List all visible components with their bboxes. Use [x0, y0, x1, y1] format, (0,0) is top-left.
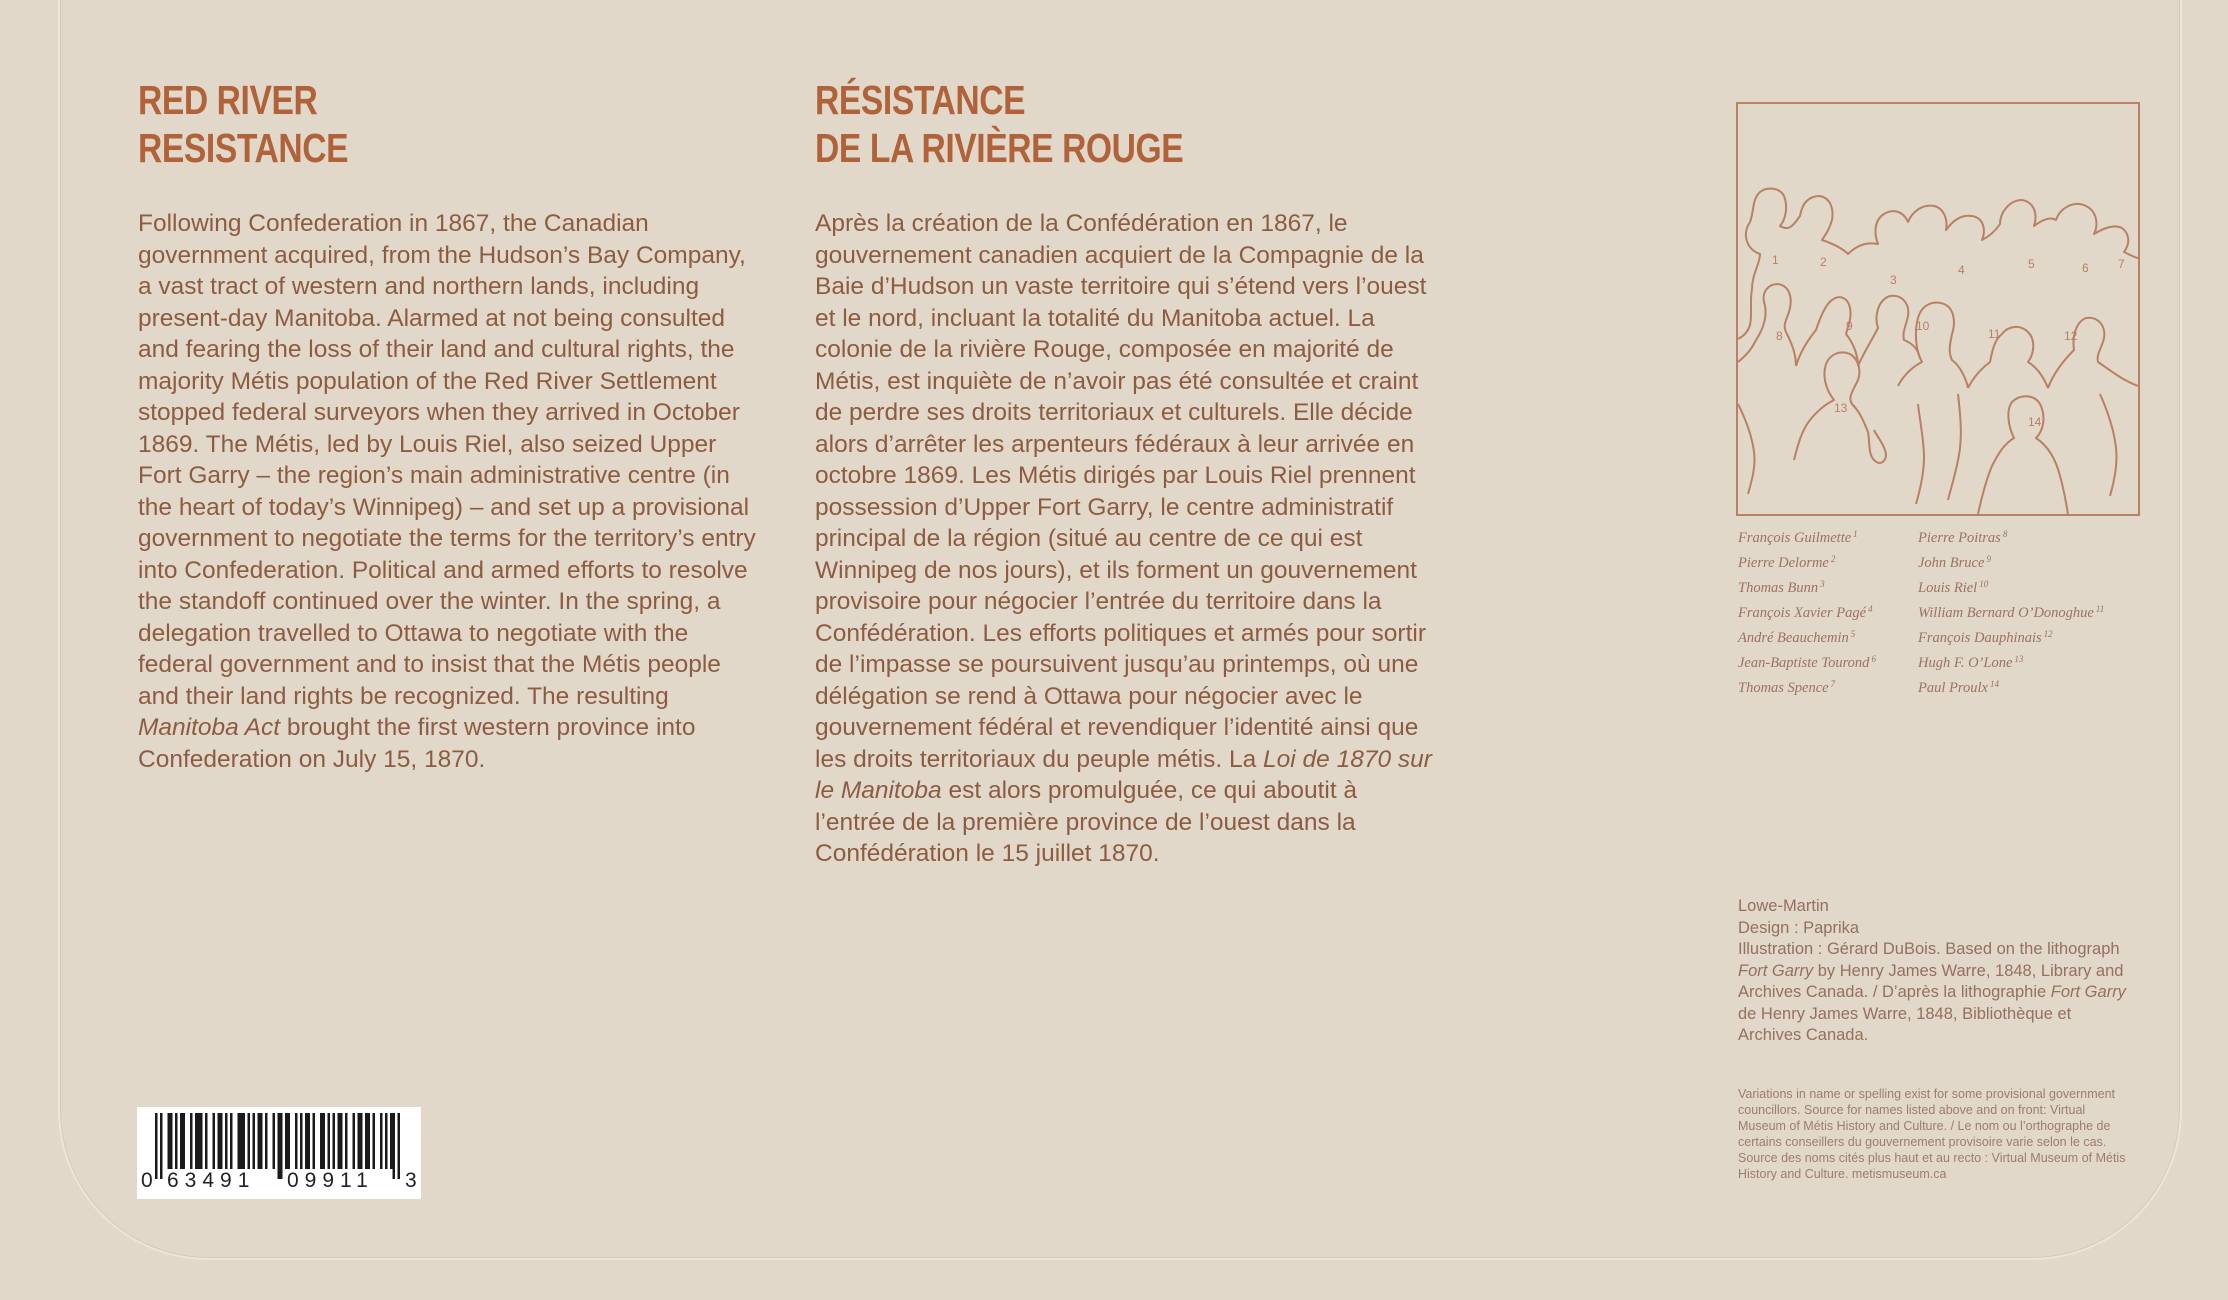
name-number: 7 [1830, 679, 1836, 689]
barcode-bar [285, 1113, 288, 1169]
name-number: 12 [2043, 629, 2053, 639]
name-text: Pierre Poitras [1918, 530, 2001, 546]
barcode-bar [248, 1113, 251, 1169]
barcode-bar [338, 1113, 341, 1169]
name-number: 10 [1979, 579, 1989, 589]
name-text: François Dauphinais [1918, 630, 2042, 646]
name-text: Jean-Baptiste Tourond [1738, 655, 1870, 671]
name-text: Paul Proulx [1918, 680, 1988, 696]
barcode-bar [190, 1113, 193, 1169]
english-act-title: Manitoba Act [138, 714, 281, 741]
barcode-bar [253, 1113, 256, 1169]
illustration-credit-text: Illustration : Gérard DuBois. Based on the lithograph [1738, 940, 2120, 958]
name-text: André Beauchemin [1738, 630, 1849, 646]
name-number: 3 [1820, 579, 1825, 589]
english-body-text: Following Confederation in 1867, the Canadian government acquired, from the Hudson’s Bay Company, a vast tract of western and northern lands, including present-day Manitoba. Alarmed at not being consulted and fearing the loss of their land and cultural rights, the majority Métis population of the Red River Settlement stopped federal surveyors when they arrived in October 1869. The Métis, led by Louis Riel, also seized Upper Fort Garry – the region’s main administrative centre (in the heart of today’s Winnipeg) – and set up a provisional government to negotiate the terms for the territory’s entry into Confederation. Political and armed efforts to resolve the standoff continued over the winter. In the spring, a delegation travelled to Ottawa to negotiate with the federal government and to insist that the Métis people and their land rights be recognized. The resulting [138, 210, 756, 710]
barcode-bar [328, 1113, 331, 1169]
barcode-bar [373, 1113, 376, 1169]
barcode-bar [238, 1113, 241, 1169]
name-text: Pierre Delorme [1738, 555, 1829, 571]
barcode-bar [170, 1113, 173, 1169]
barcode-bar [175, 1113, 178, 1169]
figure-number: 1 [1772, 253, 1779, 267]
name-entry [1918, 574, 2104, 599]
barcode-bar [198, 1113, 201, 1169]
illustration-credit-middle: by Henry James Warre, 1848, Library and Archives Canada. / D’après la lithographie [1738, 961, 2124, 1001]
name-entry [1738, 649, 1876, 674]
name-text: Thomas Bunn [1738, 580, 1819, 596]
french-act-title: Loi de 1870 sur le Manitoba [815, 745, 1432, 804]
name-number: 11 [2095, 604, 2105, 614]
barcode-bar [195, 1113, 198, 1169]
barcode-bar [360, 1113, 363, 1169]
figure-number: 4 [1958, 263, 1965, 277]
name-entry [1918, 599, 2104, 624]
english-title [138, 76, 646, 172]
barcode-bar [380, 1113, 383, 1169]
barcode-bar [213, 1113, 216, 1169]
name-number: 6 [1871, 654, 1876, 664]
barcode-group-1: 63491 [167, 1169, 256, 1192]
barcode-bar [243, 1113, 246, 1169]
barcode-bar [320, 1113, 323, 1169]
barcode-bar [230, 1113, 233, 1169]
french-title-line1: RÉSISTANCE [815, 77, 1026, 123]
barcode-bar [168, 1113, 171, 1169]
barcode-bar [313, 1113, 316, 1169]
barcode-bar [288, 1113, 291, 1169]
french-title-line2: DE LA RIVIÈRE ROUGE [815, 125, 1184, 171]
barcode-bar [218, 1113, 221, 1169]
credits [1738, 896, 2138, 1047]
name-text: Hugh F. O’Lone [1918, 655, 2013, 671]
english-title-line2: RESISTANCE [138, 125, 349, 171]
barcode-bar [220, 1113, 223, 1169]
printer-credit: Lowe-Martin [1738, 897, 1829, 915]
barcode-bar [308, 1113, 311, 1169]
names-column-1 [1738, 524, 1876, 699]
barcode-bar [205, 1113, 208, 1169]
barcode-digits [137, 1169, 421, 1195]
figure-number: 6 [2082, 261, 2089, 275]
barcode-bar [265, 1113, 268, 1169]
barcode [137, 1107, 421, 1199]
figure-outlines [1738, 104, 2138, 514]
figure-number: 9 [1846, 319, 1853, 333]
figure-key-illustration [1736, 102, 2140, 516]
barcode-bar [365, 1113, 368, 1169]
name-number: 14 [1989, 679, 1999, 689]
barcode-bar [358, 1113, 361, 1169]
source-notes-text: Variations in name or spelling exist for some provisional government councillors. Source for names listed above and on front: Virtual Museum of Métis History and Culture. / Le nom ou l’orthographe de certains conseillers du gouvernement provisoire varie selon le cas. Source des noms cités plus haut et au recto : Virtual Museum of Métis History and Culture. metismuseum.ca [1738, 1087, 2126, 1181]
english-body-end: brought the first western province into Confederation on July 15, 1870. [138, 714, 696, 773]
barcode-bar [260, 1113, 263, 1169]
name-text: Louis Riel [1918, 580, 1978, 596]
french-body-text: Après la création de la Confédération en 1867, le gouvernement canadien acquiert de la Compagnie de la Baie d’Hudson un vaste territoire qui s’étend vers l’ouest et le nord, incluant la totalité du Manitoba actuel. La colonie de la rivière Rouge, composée en majorité de Métis, est inquiète de n’avoir pas été consultée et craint de perdre ses droits territoriaux et culturels. Elle décide alors d’arrêter les arpenteurs fédéraux à leur arrivée en octobre 1869. Les Métis dirigés par Louis Riel prennent possession d’Upper Fort Garry, le centre administratif principal de la région (situé au centre de ce qui est Winnipeg de nos jours), et ils forment un gouvernement provisoire pour négocier l’entrée du territoire dans la Confédération. Les efforts politiques et armés pour sortir de l’impasse se poursuivent jusqu’au printemps, où une délégation se rend à Ottawa pour négocier avec le gouvernement fédéral et revendiquer l’identité ainsi que les droits territoriaux du peuple métis. La [815, 210, 1427, 773]
barcode-bar [225, 1113, 228, 1169]
figure-number: 12 [2064, 329, 2078, 343]
name-text: François Xavier Pagé [1738, 605, 1867, 621]
name-text: François Guilmette [1738, 530, 1852, 546]
barcode-bar [385, 1113, 388, 1169]
lithograph-title-en: Fort Garry [1738, 961, 1814, 980]
figure-number: 5 [2028, 257, 2035, 271]
barcode-bar [300, 1113, 303, 1169]
barcode-bar [345, 1113, 348, 1169]
name-entry [1738, 624, 1876, 649]
name-entry [1918, 649, 2104, 674]
barcode-bar [340, 1113, 343, 1169]
french-section [815, 76, 1435, 870]
name-entry [1918, 674, 2104, 699]
source-notes [1738, 1086, 2128, 1182]
name-number: 4 [1868, 604, 1873, 614]
name-number: 2 [1830, 554, 1836, 564]
name-number: 13 [2014, 654, 2024, 664]
barcode-bar [180, 1113, 183, 1169]
barcode-bar [368, 1113, 371, 1169]
english-title-line1: RED RIVER [138, 77, 318, 123]
figure-number: 13 [1834, 401, 1848, 415]
barcode-check-digit: 3 [405, 1169, 417, 1192]
french-title [815, 76, 1323, 172]
name-entry [1738, 549, 1876, 574]
barcode-lead-digit: 0 [141, 1169, 153, 1192]
figure-number: 2 [1820, 255, 1827, 269]
english-body [138, 208, 758, 775]
barcode-bar [295, 1113, 298, 1169]
barcode-bar [390, 1113, 393, 1169]
names-column-2 [1918, 524, 2104, 699]
name-text: William Bernard O’Donoghue [1918, 605, 2094, 621]
name-text: Thomas Spence [1738, 680, 1829, 696]
barcode-bar [240, 1113, 243, 1169]
design-credit: Design : Paprika [1738, 918, 1860, 937]
name-entry [1918, 549, 2104, 574]
name-number: 8 [2002, 529, 2008, 539]
barcode-bar [200, 1113, 203, 1169]
figure-number: 11 [1988, 327, 2001, 341]
barcode-bar [333, 1113, 336, 1169]
barcode-group-2: 09911 [287, 1169, 374, 1192]
name-number: 9 [1986, 554, 1991, 564]
name-entry [1738, 674, 1876, 699]
figure-number: 3 [1890, 273, 1897, 287]
barcode-bar [273, 1113, 276, 1169]
french-body [815, 208, 1435, 870]
english-section [138, 76, 758, 775]
name-text: John Bruce [1918, 555, 1985, 571]
barcode-bar [353, 1113, 356, 1169]
figure-number: 7 [2118, 257, 2125, 271]
name-entry [1738, 599, 1876, 624]
figure-number: 10 [1916, 319, 1930, 333]
name-entry [1918, 524, 2104, 549]
name-number: 5 [1850, 629, 1856, 639]
barcode-bar [323, 1113, 326, 1169]
figure-number: 8 [1776, 329, 1783, 343]
french-body-end: est alors promulguée, ce qui aboutit à l’entrée de la première province de l’ouest dans la Confédération le 15 juillet 1870. [815, 777, 1358, 867]
name-number: 1 [1853, 529, 1858, 539]
illustration-credit [1738, 939, 2138, 1047]
name-entry [1918, 624, 2104, 649]
barcode-bar [183, 1113, 186, 1169]
barcode-bar [305, 1113, 308, 1169]
barcode-bar [258, 1113, 261, 1169]
name-entry [1738, 524, 1876, 549]
illustration-credit-end: de Henry James Warre, 1848, Bibliothèque et Archives Canada. [1738, 1004, 2072, 1044]
name-entry [1738, 574, 1876, 599]
lithograph-title-fr: Fort Garry [2050, 983, 2126, 1001]
figure-number: 14 [2028, 415, 2042, 429]
